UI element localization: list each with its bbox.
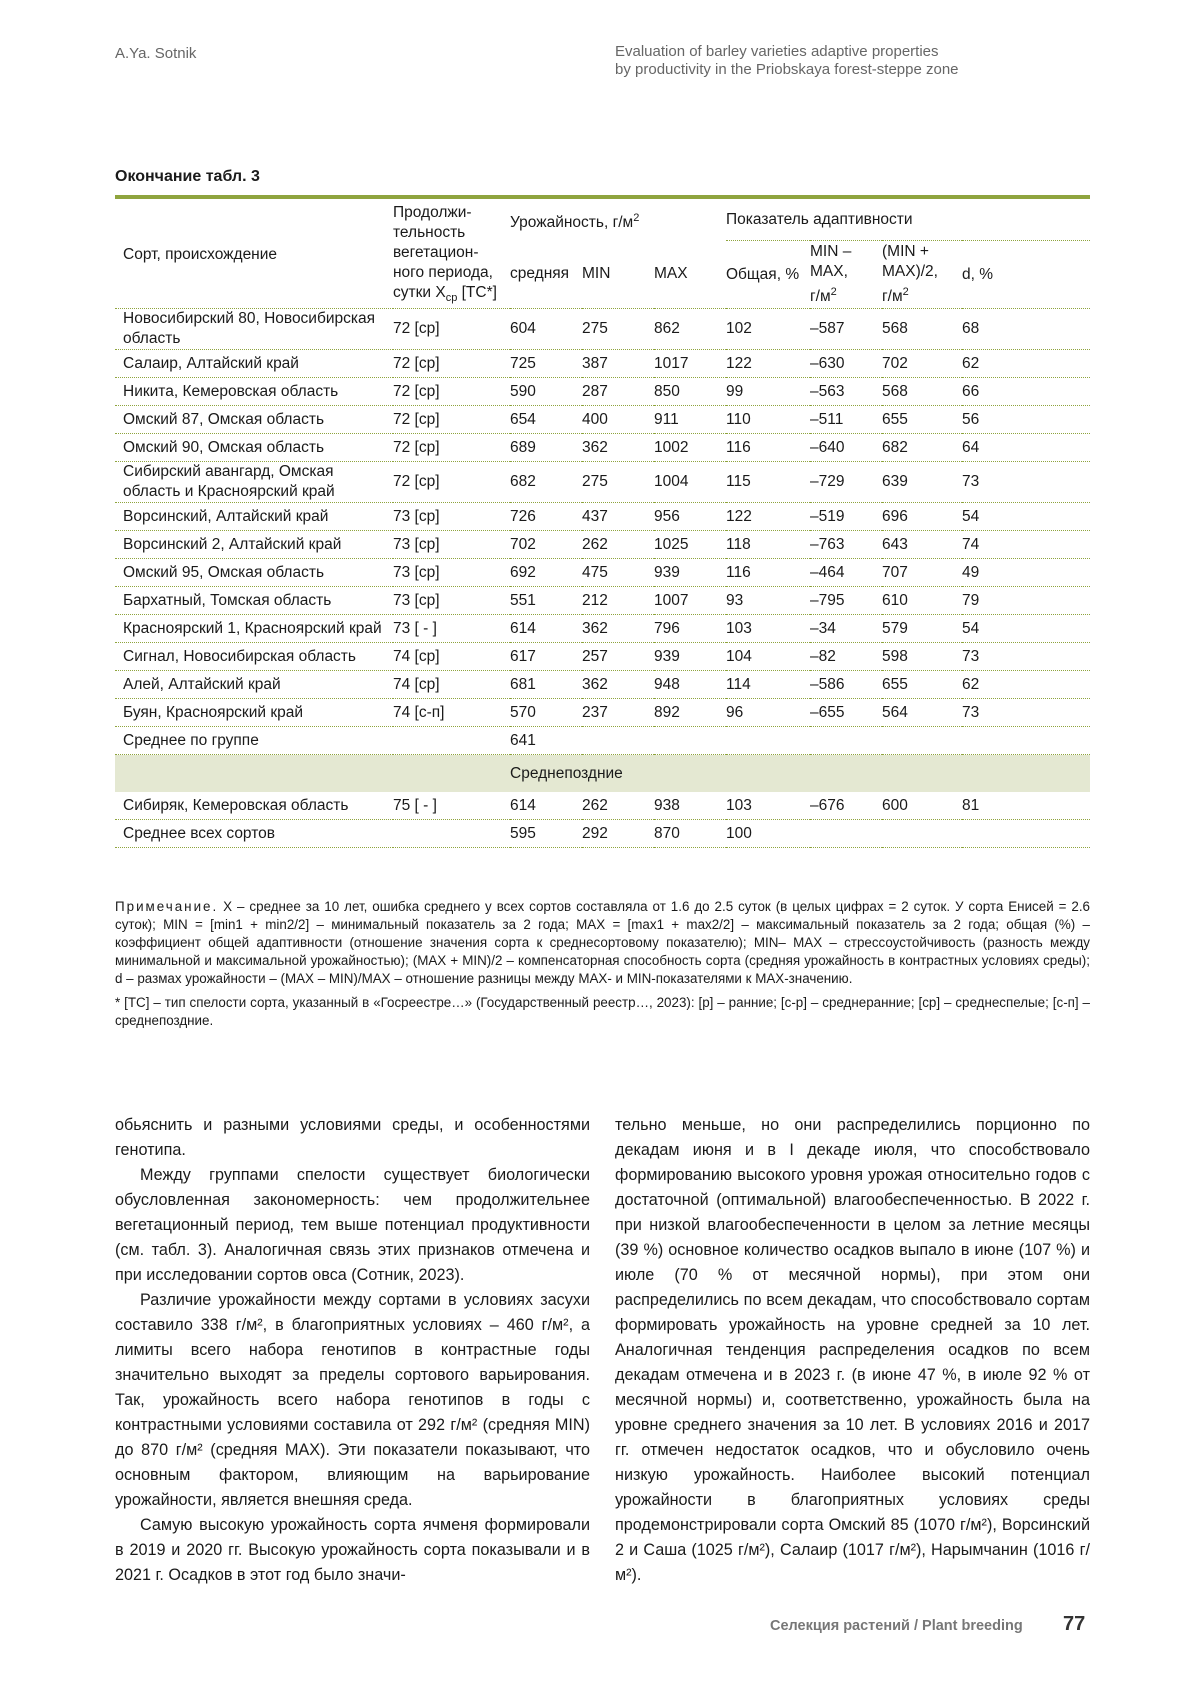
table-top-rule xyxy=(115,195,1090,199)
cell-max: 862 xyxy=(654,309,726,350)
table-caption: Окончание табл. 3 xyxy=(115,168,260,185)
table-notes xyxy=(115,898,1090,1030)
table-row xyxy=(115,587,1090,615)
cell-comp: 643 xyxy=(882,531,962,559)
cell-min: 475 xyxy=(582,559,654,587)
cell-dur: 73 [ср] xyxy=(393,503,510,531)
table-row xyxy=(115,531,1090,559)
cell-mean: 590 xyxy=(510,378,582,406)
cell-comp: 564 xyxy=(882,699,962,727)
cell-mm: –763 xyxy=(810,531,882,559)
cell-dur: 72 [ср] xyxy=(393,378,510,406)
cell-d: 68 xyxy=(962,309,1090,350)
cell-comp: 639 xyxy=(882,462,962,503)
table-row xyxy=(115,699,1090,727)
all-mean-row: Среднее всех сортов 595 292 870 100 xyxy=(115,820,1090,848)
table-row xyxy=(115,643,1090,671)
header-min-max: MIN – MAX, $г/м^2$ xyxy=(810,240,882,308)
table-row xyxy=(115,350,1090,378)
cell-comp: 568 xyxy=(882,309,962,350)
cell-min: 362 xyxy=(582,615,654,643)
cell-mean: 682 xyxy=(510,462,582,503)
cell-min: 437 xyxy=(582,503,654,531)
cell-name: Омский 87, Омская область xyxy=(115,406,393,434)
cell-max: 939 xyxy=(654,643,726,671)
cell-dur: 73 [ср] xyxy=(393,531,510,559)
header-adaptivity: Показатель адаптивности xyxy=(726,201,1090,240)
cell-dur: 73 [ср] xyxy=(393,559,510,587)
cell-comp: 696 xyxy=(882,503,962,531)
cell-dur: 73 [ср] xyxy=(393,587,510,615)
paragraph: Различие урожайности между сортами в условиях засухи составило 338 г/м², в благоприятных условиях – 460 г/м², а лимиты всего набора генотипов в контрастные годы значительно выходят за пределы сортового варьирования. Так, урожайность всего набора генотипов в годы с контрастными условиями составила от 292 г/м² (средняя MIN) до 870 г/м² (средняя MAX). Эти показатели показывают, что основным фактором, влияющим на варьирование урожайности, является внешняя среда. xyxy=(115,1291,590,1509)
cell-gen: 115 xyxy=(726,462,810,503)
cell-mean: 604 xyxy=(510,309,582,350)
band-label: Среднепоздние xyxy=(510,755,810,793)
cell-name: Омский 90, Омская область xyxy=(115,434,393,462)
cell-mean: 570 xyxy=(510,699,582,727)
cell-name: Салаир, Алтайский край xyxy=(115,350,393,378)
cell-comp: 610 xyxy=(882,587,962,615)
header-d: d, % xyxy=(962,240,1090,308)
cell-min: 387 xyxy=(582,350,654,378)
cell-mm: –82 xyxy=(810,643,882,671)
body-column-left xyxy=(115,1113,590,1588)
cell-max: 1007 xyxy=(654,587,726,615)
body-column-right xyxy=(615,1113,1090,1588)
header-variety: Сорт, происхождение xyxy=(115,201,393,309)
paragraph: обьяснить и разными условиями среды, и особенностями генотипа. xyxy=(115,1116,590,1159)
cell-mean: 551 xyxy=(510,587,582,615)
cell-gen: 122 xyxy=(726,350,810,378)
cell-max: 892 xyxy=(654,699,726,727)
cell-min: 287 xyxy=(582,378,654,406)
cell-min: 400 xyxy=(582,406,654,434)
cell-max: 850 xyxy=(654,378,726,406)
cell-gen: 114 xyxy=(726,671,810,699)
cell-d: 62 xyxy=(962,671,1090,699)
cell-max: 948 xyxy=(654,671,726,699)
cell-mm: –519 xyxy=(810,503,882,531)
cell-mean: 725 xyxy=(510,350,582,378)
cell-mm: –655 xyxy=(810,699,882,727)
header-yield: Урожайность, $г/м^2$ xyxy=(510,212,640,232)
cell-d: 64 xyxy=(962,434,1090,462)
cell-mm: –586 xyxy=(810,671,882,699)
cell-dur: 74 [с-п] xyxy=(393,699,510,727)
header-compensation: (MIN + MAX)/2, $г/м^2$ xyxy=(882,240,962,308)
running-title-line2: by productivity in the Priobskaya forest-steppe zone xyxy=(615,61,959,78)
paragraph: Между группами спелости существует биологически обусловленная закономерность: чем продолжительнее вегетационный период, тем выше потенциал продуктивности (см. табл. 3). Аналогичная связь этих признаков отмечена и при исследовании сортов овса (Сотник, 2023). xyxy=(115,1166,590,1284)
cell-d: 62 xyxy=(962,350,1090,378)
cell-mm: –511 xyxy=(810,406,882,434)
cell-dur: 74 [ср] xyxy=(393,671,510,699)
table-row xyxy=(115,671,1090,699)
cell-mm: –630 xyxy=(810,350,882,378)
cell-comp: 702 xyxy=(882,350,962,378)
running-author: A.Ya. Sotnik xyxy=(115,45,197,62)
header-general: Общая, % xyxy=(726,240,810,308)
cell-name: Никита, Кемеровская область xyxy=(115,378,393,406)
cell-dur: 72 [ср] xyxy=(393,406,510,434)
cell-name: Бархатный, Томская область xyxy=(115,587,393,615)
cell-mean: 654 xyxy=(510,406,582,434)
cell-d: 56 xyxy=(962,406,1090,434)
table-row xyxy=(115,378,1090,406)
paragraph: тельно меньше, но они распределились порционно по декадам июня и в I декаде июля, что способствовало формированию высокого уровня урожая относительно годов с достаточной (оптимальной) влагообеспеченностью. В 2022 г. при низкой влагообеспеченности в целом за летние месяцы (39 %) основное количество осадков выпало в июне (107 %) и июле (70 % от месячной нормы), при этом они распределились по всем декадам, что способствовало сортам формировать урожайность на уровне средней за 10 лет. Аналогичная тенденция распределения осадков по всем декадам отмечена и в 2023 г. (в июне 47 %, в июле 92 % от месячной нормы) и, соответственно, урожайность была на уровне среднего значения за 10 лет. В условиях 2016 и 2017 гг. отмечен недостаток осадков, что и обусловило очень низкую урожайность. Наиболее высокий потенциал урожайности в благоприятных условиях среды продемонстрировали сорта Омский 85 (1070 г/м²), Ворсинский 2 и Саша (1025 г/м²), Салаир (1017 г/м²), Нарымчанин (1016 г/м²). xyxy=(615,1116,1090,1584)
cell-comp: 579 xyxy=(882,615,962,643)
table-row: Сибиряк, Кемеровская область 75 [ - ] 614 262 938 103 –676 600 81 xyxy=(115,792,1090,820)
cell-dur: 73 [ - ] xyxy=(393,615,510,643)
cell-gen: 118 xyxy=(726,531,810,559)
cell-min: 257 xyxy=(582,643,654,671)
cell-dur: 72 [ср] xyxy=(393,434,510,462)
cell-dur: 72 [ср] xyxy=(393,462,510,503)
group-mean-row: Среднее по группе 641 xyxy=(115,727,1090,755)
cell-d: 74 xyxy=(962,531,1090,559)
cell-mean: 681 xyxy=(510,671,582,699)
cell-mm: –464 xyxy=(810,559,882,587)
cell-dur: 72 [ср] xyxy=(393,350,510,378)
cell-max: 1025 xyxy=(654,531,726,559)
table-row xyxy=(115,462,1090,503)
cell-gen: 93 xyxy=(726,587,810,615)
cell-comp: 655 xyxy=(882,671,962,699)
cell-d: 73 xyxy=(962,643,1090,671)
data-table xyxy=(115,201,1090,848)
cell-mm: –587 xyxy=(810,309,882,350)
header-duration: Продолжи- тельность вегетацион- ного периода, сутки $X_{ср}$ [ТС*] xyxy=(393,201,510,309)
cell-gen: 122 xyxy=(726,503,810,531)
cell-name: Ворсинский, Алтайский край xyxy=(115,503,393,531)
cell-dur: 72 [ср] xyxy=(393,309,510,350)
note-paragraph: Примечание. X – среднее за 10 лет, ошибка среднего у всех сортов составляла от 1.6 до 2.5 суток (в целых цифрах = 2 суток. У сорта Енисей = 2.6 суток); MIN = [min1 + min2/2] – минимальный показатель за 2 года; MAX = [max1 + max2/2] – максимальный показатель за 2 года; общая (%) – коэффициент общей адаптивности (отношение значения сорта к среднесортовому показателю); MIN– MAX – стрессоустойчивость (разность между минимальной и максимальной урожайностью); (MAX + MIN)/2 – компенсаторная способность сорта (средняя урожайность в контрастных условиях среды); d – размах урожайности – (MAX – MIN)/MAX – отношение разницы между MAX- и MIN-показателями к MAX-значению. xyxy=(115,899,1090,986)
cell-mean: 692 xyxy=(510,559,582,587)
cell-mean: 726 xyxy=(510,503,582,531)
cell-comp: 682 xyxy=(882,434,962,462)
cell-max: 956 xyxy=(654,503,726,531)
cell-min: 275 xyxy=(582,462,654,503)
cell-comp: 707 xyxy=(882,559,962,587)
cell-gen: 116 xyxy=(726,434,810,462)
table-row xyxy=(115,503,1090,531)
cell-mean: 614 xyxy=(510,615,582,643)
cell-name: Буян, Красноярский край xyxy=(115,699,393,727)
cell-d: 73 xyxy=(962,699,1090,727)
cell-d: 54 xyxy=(962,503,1090,531)
paragraph: Самую высокую урожайность сорта ячменя формировали в 2019 и 2020 гг. Высокую урожайность сорта показывали и в 2021 г. Осадков в этот год было значи- xyxy=(115,1516,590,1584)
cell-gen: 99 xyxy=(726,378,810,406)
cell-d: 49 xyxy=(962,559,1090,587)
cell-name: Новосибирский 80, Новосибирская область xyxy=(115,309,393,350)
page-number: 77 xyxy=(1063,1613,1086,1635)
cell-gen: 110 xyxy=(726,406,810,434)
cell-dur: 74 [ср] xyxy=(393,643,510,671)
cell-mm: –795 xyxy=(810,587,882,615)
cell-min: 362 xyxy=(582,671,654,699)
header-max: MAX xyxy=(654,240,726,308)
cell-name: Омский 95, Омская область xyxy=(115,559,393,587)
cell-min: 275 xyxy=(582,309,654,350)
cell-mm: –640 xyxy=(810,434,882,462)
cell-mm: –563 xyxy=(810,378,882,406)
cell-mean: 702 xyxy=(510,531,582,559)
cell-max: 796 xyxy=(654,615,726,643)
cell-comp: 598 xyxy=(882,643,962,671)
running-title-line1: Evaluation of barley varieties adaptive properties xyxy=(615,43,939,60)
cell-min: 237 xyxy=(582,699,654,727)
cell-comp: 568 xyxy=(882,378,962,406)
cell-max: 939 xyxy=(654,559,726,587)
cell-gen: 116 xyxy=(726,559,810,587)
cell-mm: –729 xyxy=(810,462,882,503)
cell-d: 73 xyxy=(962,462,1090,503)
cell-gen: 96 xyxy=(726,699,810,727)
journal-footer: Селекция растений / Plant breeding xyxy=(770,1618,1023,1634)
header-mean: средняя xyxy=(510,240,582,308)
cell-min: 262 xyxy=(582,531,654,559)
cell-name: Алей, Алтайский край xyxy=(115,671,393,699)
cell-name: Сибирский авангард, Омская область и Красноярский край xyxy=(115,462,393,503)
cell-mean: 617 xyxy=(510,643,582,671)
cell-max: 1017 xyxy=(654,350,726,378)
table-row xyxy=(115,309,1090,350)
cell-min: 362 xyxy=(582,434,654,462)
cell-d: 79 xyxy=(962,587,1090,615)
cell-max: 1002 xyxy=(654,434,726,462)
footnote: * [ТС] – тип спелости сорта, указанный в «Госреестре…» (Государственный реестр…, 2023): [р] – ранние; [с-р] – среднеранние; [ср] – среднеспелые; [с-п] – среднепоздние. xyxy=(115,995,1090,1028)
table-row xyxy=(115,406,1090,434)
cell-gen: 103 xyxy=(726,615,810,643)
table-row xyxy=(115,559,1090,587)
cell-d: 66 xyxy=(962,378,1090,406)
cell-max: 1004 xyxy=(654,462,726,503)
cell-d: 54 xyxy=(962,615,1090,643)
cell-name: Сигнал, Новосибирская область xyxy=(115,643,393,671)
table-row xyxy=(115,434,1090,462)
group-band-row xyxy=(115,755,1090,793)
cell-name: Красноярский 1, Красноярский край xyxy=(115,615,393,643)
cell-max: 911 xyxy=(654,406,726,434)
running-title xyxy=(615,43,959,79)
cell-mm: –34 xyxy=(810,615,882,643)
cell-comp: 655 xyxy=(882,406,962,434)
table-row xyxy=(115,615,1090,643)
cell-gen: 102 xyxy=(726,309,810,350)
cell-gen: 104 xyxy=(726,643,810,671)
cell-min: 212 xyxy=(582,587,654,615)
cell-mean: 689 xyxy=(510,434,582,462)
header-min: MIN xyxy=(582,240,654,308)
cell-name: Ворсинский 2, Алтайский край xyxy=(115,531,393,559)
